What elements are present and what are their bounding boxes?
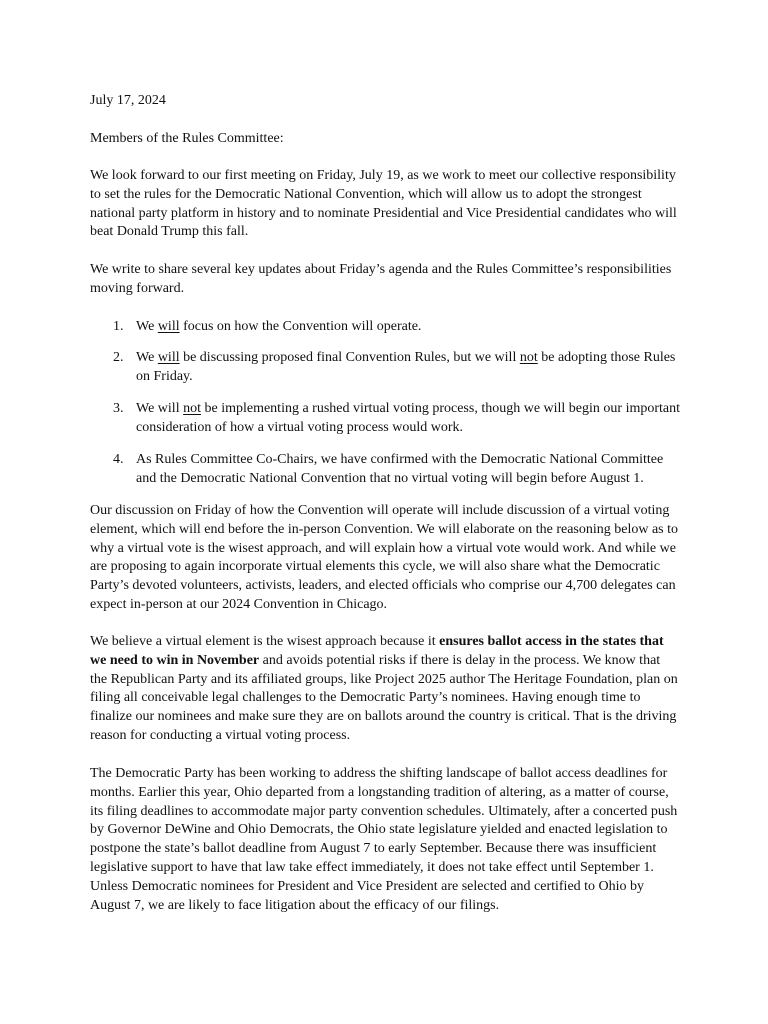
salutation: Members of the Rules Committee: xyxy=(90,131,284,146)
list-number: 2. xyxy=(113,350,124,365)
bold-emphasis: ensures ballot access in the states that we need to win in November xyxy=(90,634,664,668)
list-item xyxy=(113,451,683,489)
list-text: We will not be implementing a rushed virtual voting process, though we will begin our important consideration of how a virtual voting process would work. xyxy=(136,401,681,435)
discussion-paragraph: Our discussion on Friday of how the Convention will operate will include discussion of a virtual voting element, which will end before the in-person Convention. We will elaborate on the reasoning below as to why a virtual vote is the wisest approach, and will explain how a virtual vote would work. And while we are proposing to again incorporate virtual elements this cycle, we will also share what the Democratic Party’s devoted volunteers, activists, leaders, and elected officials who comprise our 4,700 delegates can expect in-person at our 2024 Convention in Chicago. xyxy=(90,503,679,612)
ohio-paragraph: The Democratic Party has been working to address the shifting landscape of ballot access deadlines for months. Earlier this year, Ohio departed from a longstanding tradition of altering, as a matter of course, its filing deadlines to accommodate major party convention schedules. Ultimately, after a concerted push by Governor DeWine and Ohio Democrats, the Ohio state legislature yielded and enacted legislation to postpone the state’s ballot deadline from August 7 to early September. Because there was insufficient legislative support to have that law take effect immediately, it does not take effect until September 1. Unless Democratic nominees for President and Vice President are selected and certified to Ohio by August 7, we are likely to face litigation about the efficacy of our filings. xyxy=(90,766,678,913)
list-number: 3. xyxy=(113,401,124,416)
emphasis-not: not xyxy=(519,350,538,365)
list-item xyxy=(113,400,683,438)
list-item xyxy=(113,349,683,387)
intro-paragraph: We look forward to our first meeting on Friday, July 19, as we work to meet our collective responsibility to set the rules for the Democratic National Convention, which will allow us to adopt the strongest national party platform in history and to nominate Presidential and Vice Presidential candidates who will beat Donald Trump this fall. xyxy=(90,168,677,240)
list-number: 1. xyxy=(113,319,124,334)
list-text: As Rules Committee Co-Chairs, we have confirmed with the Democratic National Committee and the Democratic National Convention that no virtual voting will begin before August 1. xyxy=(136,452,664,486)
emphasis-will: will xyxy=(157,350,180,365)
emphasis-will: will xyxy=(157,319,180,334)
letter-date: July 17, 2024 xyxy=(90,93,166,108)
list-text: We will focus on how the Convention will operate. xyxy=(136,319,422,334)
list-item xyxy=(113,318,683,337)
reason-paragraph: We believe a virtual element is the wisest approach because it ensures ballot access in the states that we need to win in November and avoids potential risks if there is delay in the process. We know that the Republican Party and its affiliated groups, like Project 2025 author The Heritage Foundation, plan on filing all conceivable legal challenges to the Democratic Party’s nominees. Having enough time to finalize our nominees and make sure they are on ballots around the country is critical. That is the driving reason for conducting a virtual voting process. xyxy=(90,634,678,743)
list-number: 4. xyxy=(113,452,124,467)
updates-intro-paragraph: We write to share several key updates about Friday’s agenda and the Rules Committee’s responsibilities moving forward. xyxy=(90,262,672,296)
list-text: We will be discussing proposed final Convention Rules, but we will not be adopting those Rules on Friday. xyxy=(136,350,676,384)
emphasis-not: not xyxy=(183,401,201,416)
